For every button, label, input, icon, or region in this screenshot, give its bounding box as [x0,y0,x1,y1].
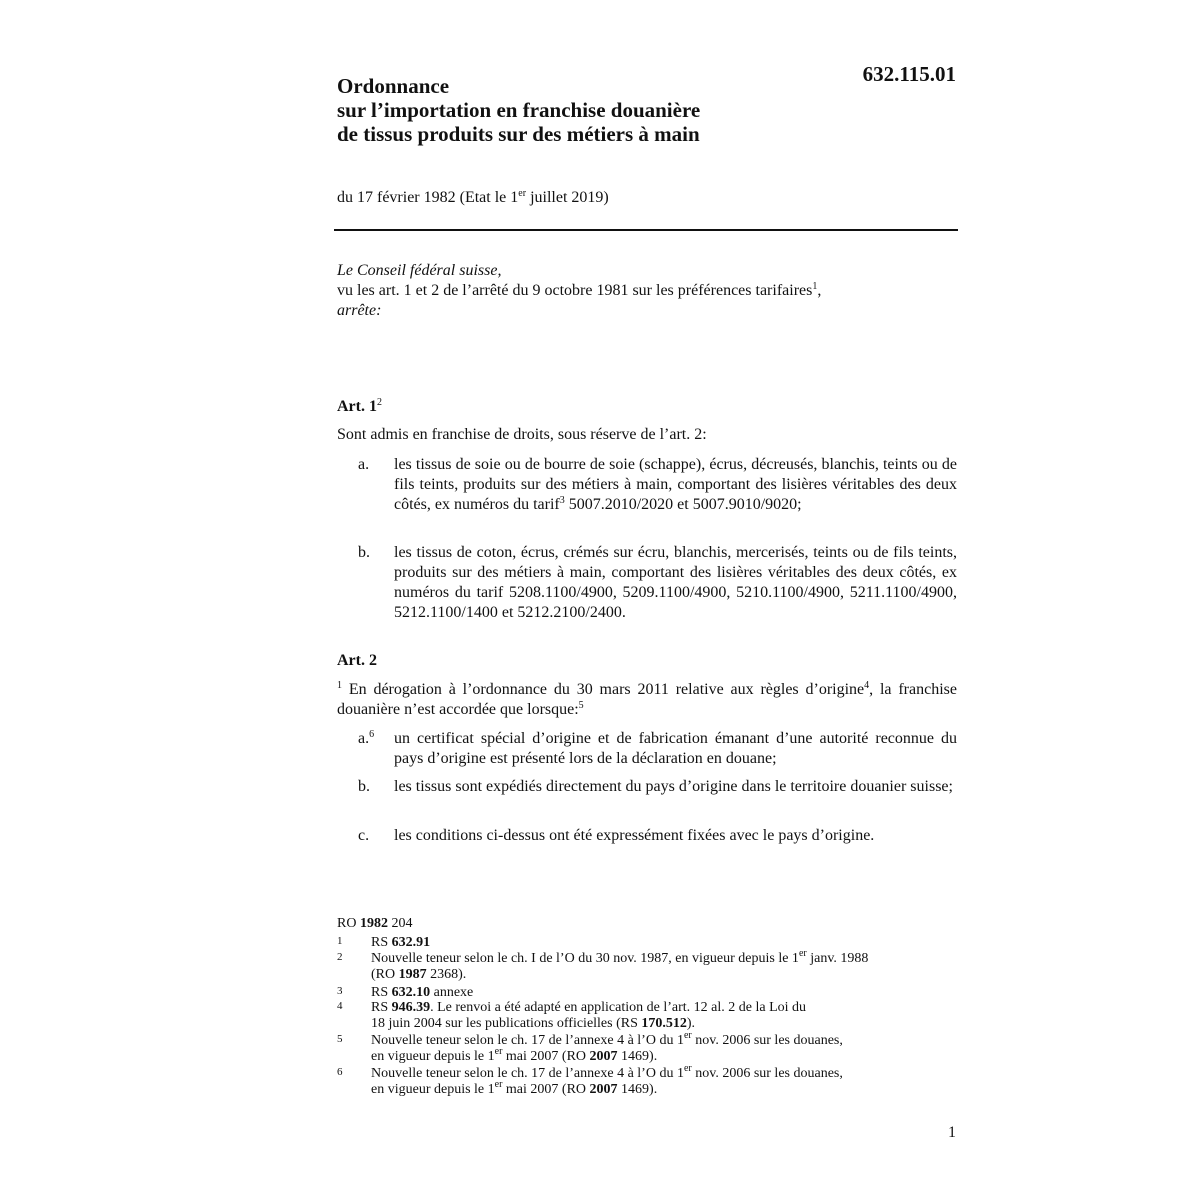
article-1-item-a [337,455,957,515]
ordinance-date [337,189,609,207]
ro-year: 1982 [359,916,388,931]
article-2-item-c [337,826,957,846]
footnote-text-part: en vigueur depuis le 1 [371,1049,495,1064]
footnote-text-part: Nouvelle teneur selon le ch. 17 de l’annexe 4 à l’O du 1 [371,1066,684,1081]
preamble [337,261,957,321]
footnote-text-part: RS [371,935,392,950]
footnote-2 [337,948,957,983]
article-1-heading [337,398,382,416]
systematic-reference-number: 632.115.01 [862,62,956,86]
footnote-3 [337,985,957,1001]
footnote-number: 4 [337,1000,343,1012]
paragraph-number: 1 [337,680,342,691]
article-2-heading: Art. 2 [337,652,377,669]
footnote-superscript: er [494,1079,503,1090]
footnote-bold: 170.512 [641,1016,687,1031]
footnote-1 [337,935,957,951]
footnote-text-part: Nouvelle teneur selon le ch. I de l’O du 30 nov. 1987, en vigueur depuis le 1 [371,951,799,966]
article-2-item-a [337,729,957,769]
footnote-text-part: RS [371,1000,392,1015]
title-line-1: Ordonnance [337,74,450,98]
item-text-part: les tissus de soie ou de bourre de soie (schappe), écrus, décreusés, blanchis, teints ou de fils teints, produits sur des métiers à main, comportant des lisières véritables des deux côtés, ex numéros du tarif [394,456,957,513]
footnote-text-part: 2368). [426,967,467,982]
article-1-intro: Sont admis en franchise de droits, sous réserve de l’art. 2: [337,426,707,443]
footnote-number: 5 [337,1033,343,1045]
footnote-text-part: janv. 1988 [806,951,869,966]
footnote-ref-4[interactable]: 4 [864,680,870,691]
footnote-6 [337,1063,957,1098]
footnote-text-part: 1469). [617,1049,658,1064]
header-divider [334,229,958,231]
footnote-text-part: annexe [430,985,474,1000]
footnote-bold: 1987 [398,967,427,982]
footnote-text-part: (RO [371,967,399,982]
preamble-basis-text: vu les art. 1 et 2 de l’arrêté du 9 octobre 1981 sur les préférences tarifaires [337,282,813,299]
preamble-basis-end: , [817,282,822,299]
footnote-text-part: RS [371,985,392,1000]
footnote-superscript: er [494,1046,503,1057]
footnote-text [371,948,957,983]
preamble-decree: arrête: [337,302,382,319]
item-text: les tissus de coton, écrus, crémés sur écru, blanchis, mercerisés, teints ou de fils teints, produits sur des métiers à main, comportant des lisières véritables des deux côtés, ex numéros du tarif 5208.1100/4900, 5209.1100/4900, 5210.1100/4900, 5211.1100/4900, 5212.1100/1400 et 5212.2100/2400. [394,544,957,621]
preamble-authority: Le Conseil fédéral suisse, [337,262,502,279]
footnote-bold: 2007 [589,1082,618,1097]
article-2-item-b [337,777,957,797]
footnote-ref-1[interactable]: 1 [812,281,818,292]
footnote-text [371,1063,957,1098]
ro-prefix: RO [337,916,360,931]
footnote-superscript: er [683,1063,692,1074]
footnote-number: 1 [337,935,343,947]
item-text: les tissus sont expédiés directement du pays d’origine dans le territoire douanier suisse; [394,778,953,795]
article-2-intro [337,680,957,720]
official-compilation-reference [337,916,412,932]
date-text: du 17 février 1982 (Etat le 1 [337,189,519,206]
footnote-bold: 632.10 [391,985,431,1000]
item-label: b. [358,778,370,795]
item-text [394,455,957,515]
item-text: un certificat spécial d’origine et de fabrication émanant d’une autorité reconnue du pays d’origine est présenté lors de la déclaration en douane; [394,730,957,767]
footnote-text [371,1000,957,1032]
footnote-text-part: mai 2007 (RO [502,1049,590,1064]
item-label: a. [358,456,370,473]
item-label [358,729,374,749]
footnote-5 [337,1030,957,1065]
footnote-4 [337,1000,957,1032]
article-1-item-b [337,543,957,623]
title-line-2: sur l’importation en franchise douanière [337,98,701,122]
article-2-intro-text-end: , la franchise douanière n’est accordée que lorsque: [337,681,957,718]
footnote-ref-6[interactable]: 6 [369,729,375,740]
footnote-bold: 946.39 [391,1000,431,1015]
footnote-number: 3 [337,985,343,997]
footnote-text-part: nov. 2006 sur les douanes, [691,1033,843,1048]
title-line-3: de tissus produits sur des métiers à main [337,122,700,146]
footnote-bold: 2007 [589,1049,618,1064]
footnote-text [371,985,957,1001]
item-text: les conditions ci-dessus ont été expressément fixées avec le pays d’origine. [394,827,875,844]
preamble-basis [337,281,957,301]
item-label: c. [358,827,370,844]
footnote-ref-3[interactable]: 3 [559,495,565,506]
footnote-text-part: en vigueur depuis le 1 [371,1082,495,1097]
footnote-text-part: ). [686,1016,696,1031]
item-label-letter: a. [358,730,370,747]
footnote-text-part: nov. 2006 sur les douanes, [691,1066,843,1081]
footnote-text-part: 1469). [617,1082,658,1097]
page-number: 1 [948,1124,956,1141]
footnote-superscript: er [798,948,807,959]
footnote-number: 6 [337,1066,343,1078]
footnote-text-part: . Le renvoi a été adapté en application de l’art. 12 al. 2 de la Loi du [430,1000,807,1015]
footnote-text-part: Nouvelle teneur selon le ch. 17 de l’annexe 4 à l’O du 1 [371,1033,684,1048]
footnote-text-part: mai 2007 (RO [502,1082,590,1097]
footnote-ref-5[interactable]: 5 [578,700,584,711]
footnote-text [371,935,957,951]
footnote-bold: 632.91 [391,935,431,950]
article-1-title: Art. 1 [337,398,377,415]
ro-page: 204 [387,916,413,931]
footnote-text [371,1030,957,1065]
footnote-superscript: er [683,1030,692,1041]
item-text-end: 5007.2010/2020 et 5007.9010/9020; [564,496,802,513]
date-text-end: juillet 2019) [526,189,609,206]
date-superscript: er [518,188,527,199]
footnote-number: 2 [337,951,343,963]
item-label: b. [358,544,370,561]
footnote-text-part: 18 juin 2004 sur les publications officielles (RS [371,1016,642,1031]
ordinance-title [337,74,937,146]
article-2-intro-text: En dérogation à l’ordonnance du 30 mars 2011 relative aux règles d’origine [342,681,865,698]
footnote-ref-2[interactable]: 2 [376,397,382,408]
